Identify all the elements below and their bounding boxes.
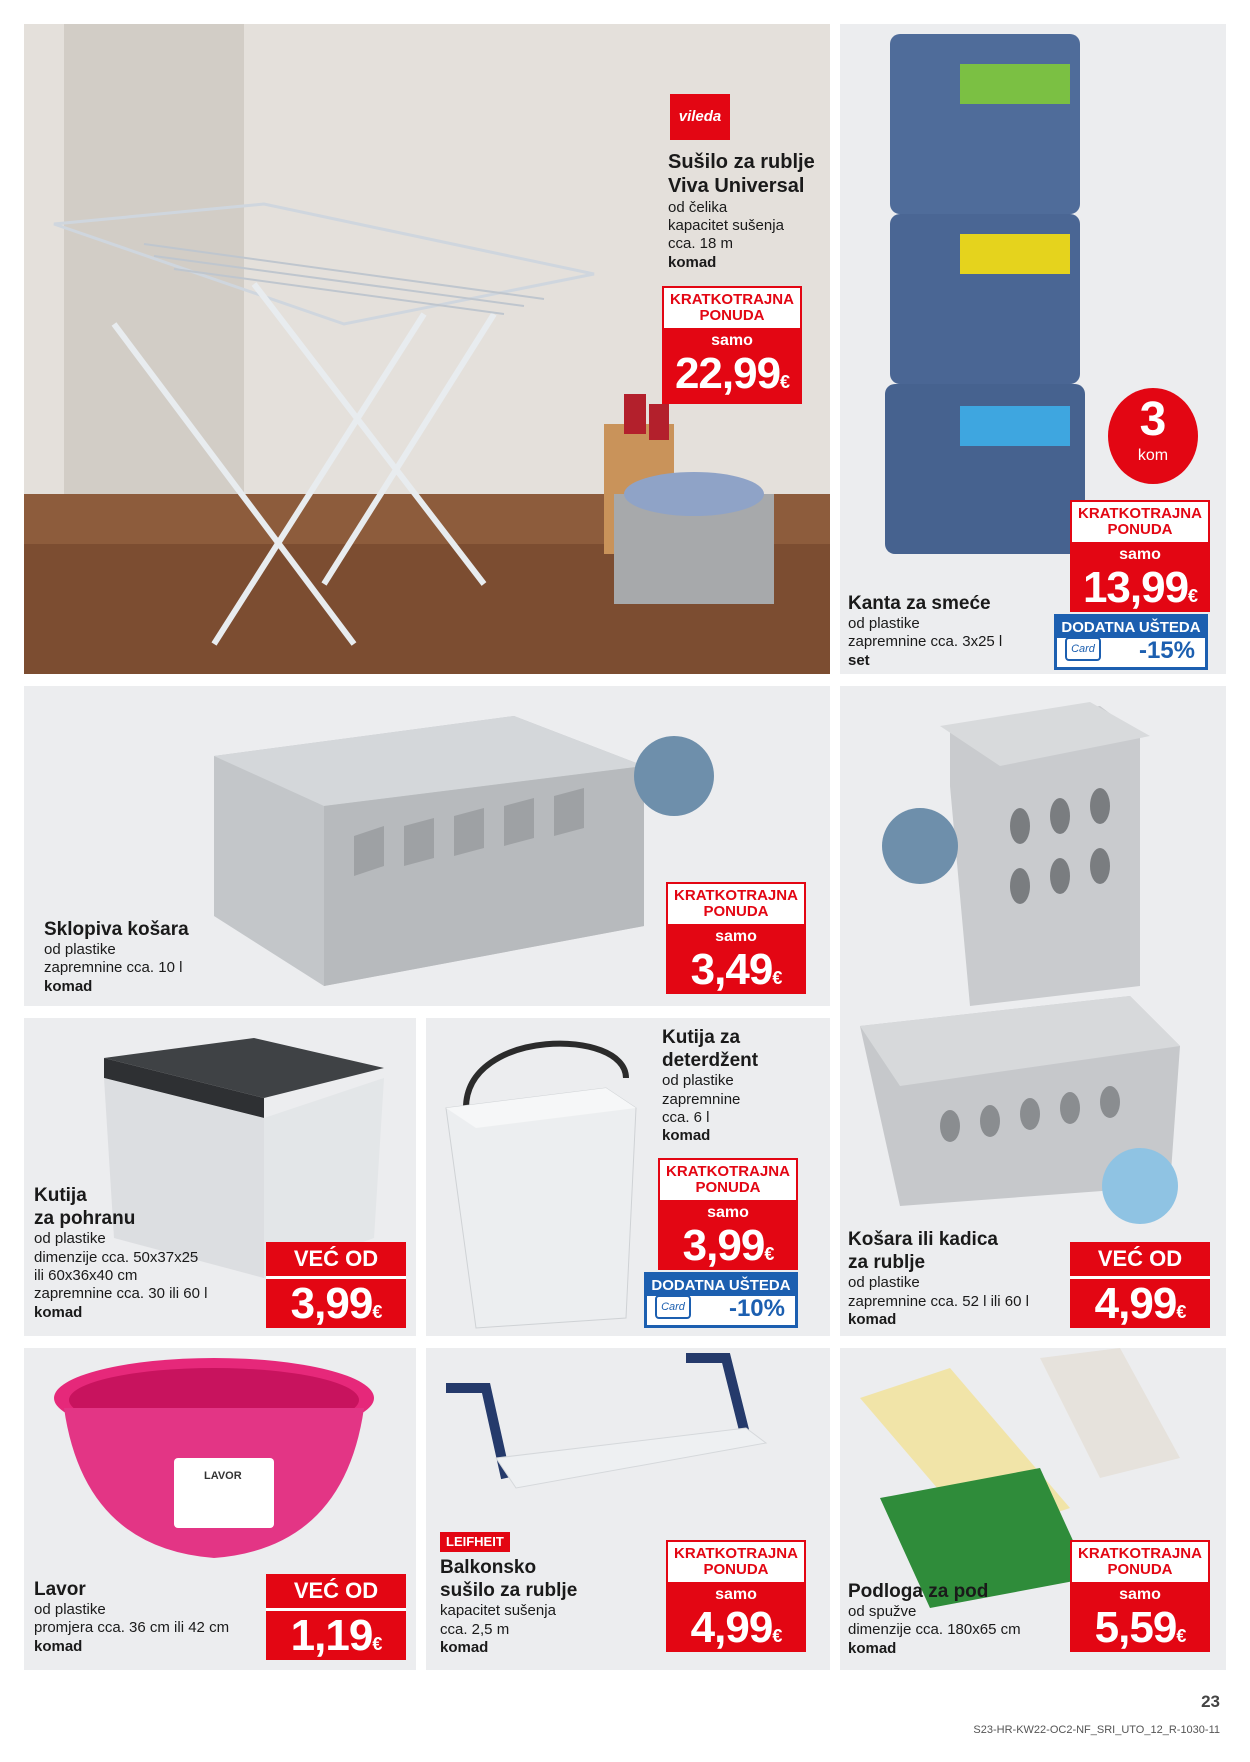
- short-offer-label: KRATKOTRAJNA PONUDA: [658, 1158, 798, 1200]
- bin-price-box: [1070, 500, 1210, 612]
- detergent-box-title-2: deterdžent: [662, 1050, 759, 1072]
- balcony-dryer-unit: komad: [440, 1638, 489, 1656]
- laundry-basket-text: [848, 1228, 1029, 1329]
- leifheit-logo-wrap: [440, 1532, 510, 1552]
- detergent-box-material: od plastike: [662, 1072, 734, 1090]
- laundry-basket-unit: komad: [848, 1310, 897, 1328]
- detergent-box-price-box: [658, 1158, 798, 1270]
- storage-box-unit: komad: [34, 1303, 83, 1321]
- detergent-box-discount: -10%: [728, 1295, 785, 1322]
- balcony-dryer-title-1: Balkonsko: [440, 1557, 537, 1578]
- laundry-basket-title-2: za rublje: [848, 1252, 926, 1274]
- basin-price-box: [266, 1574, 406, 1660]
- page-number: 23: [1201, 1692, 1220, 1711]
- basin-label-text: LAVOR: [204, 1470, 242, 1482]
- card-icon: Card: [655, 1295, 691, 1319]
- storage-box-title-2: za pohranu: [34, 1208, 136, 1230]
- drying-rack-text: [668, 150, 818, 272]
- drying-rack-price-box: [662, 286, 802, 404]
- detergent-box-volume: cca. 6 l: [662, 1108, 710, 1126]
- vec-od-label: VEĆ OD: [266, 1242, 406, 1279]
- floor-mat-price: 5,59: [1094, 1602, 1177, 1652]
- storage-box-price-box: [266, 1242, 406, 1328]
- floor-mat-title: Podloga za pod: [848, 1581, 989, 1602]
- currency-symbol: €: [772, 967, 782, 988]
- floor-mat-dimensions: dimenzije cca. 180x65 cm: [848, 1621, 1021, 1639]
- currency-symbol: €: [772, 1625, 782, 1646]
- vec-od-label: VEĆ OD: [1070, 1242, 1210, 1279]
- storage-box-dimensions-1: dimenzije cca. 50x37x25: [34, 1248, 199, 1266]
- currency-symbol: €: [1176, 1625, 1186, 1646]
- currency-symbol: €: [1188, 585, 1198, 606]
- folding-basket-text: [44, 918, 189, 996]
- floor-mat-material: od spužve: [848, 1603, 917, 1621]
- laundry-basket-material: od plastike: [848, 1274, 920, 1292]
- bin-price: 13,99: [1082, 562, 1189, 612]
- detergent-box-text: [662, 1026, 758, 1146]
- bin-badge-unit: kom: [1137, 446, 1169, 464]
- drying-rack-unit: komad: [668, 253, 717, 271]
- bin-card-discount: [1054, 614, 1208, 670]
- currency-symbol: €: [1176, 1302, 1186, 1322]
- samo-label: samo: [715, 1585, 757, 1603]
- balcony-dryer-text: [440, 1556, 577, 1657]
- storage-box-price: 3,99: [290, 1279, 373, 1328]
- samo-label: samo: [715, 927, 757, 945]
- folding-basket-title: Sklopiva košara: [44, 919, 189, 940]
- footer-code: S23-HR-KW22-OC2-NF_SRI_UTO_12_R-1030-11: [973, 1724, 1220, 1736]
- folding-basket-material: od plastike: [44, 941, 116, 959]
- laundry-basket-price: 4,99: [1094, 1279, 1177, 1328]
- short-offer-label: KRATKOTRAJNA PONUDA: [662, 286, 802, 328]
- folding-basket-price: 3,49: [690, 944, 773, 994]
- balcony-dryer-capacity-label: kapacitet sušenja: [440, 1602, 556, 1620]
- bin-title: Kanta za smeće: [848, 593, 991, 614]
- detergent-box-price: 3,99: [682, 1220, 765, 1270]
- bin-badge-number: 3: [1139, 393, 1167, 446]
- currency-symbol: €: [372, 1634, 382, 1654]
- floor-mat-unit: komad: [848, 1639, 897, 1657]
- balcony-dryer-title-2: sušilo za rublje: [440, 1580, 578, 1602]
- extra-savings-label: DODATNA UŠTEDA: [1057, 617, 1205, 638]
- folding-basket-volume: zapremnine cca. 10 l: [44, 959, 183, 977]
- detergent-box-volume-label: zapremnine: [662, 1090, 741, 1108]
- samo-label: samo: [707, 1203, 749, 1221]
- short-offer-label: KRATKOTRAJNA PONUDA: [666, 882, 806, 924]
- leifheit-logo: LEIFHEIT: [440, 1532, 510, 1552]
- card-icon: Card: [1065, 637, 1101, 661]
- balcony-dryer-price-box: [666, 1540, 806, 1652]
- basin-diameter: promjera cca. 36 cm ili 42 cm: [34, 1619, 230, 1637]
- basin-unit: komad: [34, 1637, 83, 1655]
- folding-basket-unit: komad: [44, 977, 93, 995]
- bin-material: od plastike: [848, 615, 920, 633]
- currency-symbol: €: [780, 371, 790, 392]
- laundry-basket-title-1: Košara ili kadica: [848, 1229, 998, 1250]
- storage-box-volume: zapremnine cca. 30 ili 60 l: [34, 1285, 208, 1303]
- storage-box-dimensions-2: ili 60x36x40 cm: [34, 1266, 138, 1284]
- vileda-logo: vileda: [670, 94, 730, 140]
- balcony-dryer-price: 4,99: [690, 1602, 773, 1652]
- basin-text: [34, 1578, 229, 1656]
- drying-rack-material: od čelika: [668, 198, 728, 216]
- bin-quantity-badge: [1108, 388, 1198, 484]
- laundry-basket-price-box: [1070, 1242, 1210, 1328]
- folding-basket-price-box: [666, 882, 806, 994]
- currency-symbol: €: [372, 1302, 382, 1322]
- detergent-box-unit: komad: [662, 1127, 711, 1145]
- drying-rack-price: 22,99: [674, 348, 781, 398]
- bin-unit: set: [848, 651, 870, 669]
- storage-box-text: [34, 1184, 207, 1322]
- samo-label: samo: [1119, 545, 1161, 563]
- bin-volume: zapremnine cca. 3x25 l: [848, 633, 1003, 651]
- vec-od-label: VEĆ OD: [266, 1574, 406, 1611]
- basin-price: 1,19: [290, 1611, 373, 1660]
- drying-rack-capacity: cca. 18 m: [668, 235, 734, 253]
- currency-symbol: €: [764, 1243, 774, 1264]
- balcony-dryer-capacity: cca. 2,5 m: [440, 1620, 510, 1638]
- samo-label: samo: [1119, 1585, 1161, 1603]
- basin-material: od plastike: [34, 1601, 106, 1619]
- laundry-basket-volume: zapremnine cca. 52 l ili 60 l: [848, 1292, 1029, 1310]
- drying-rack-capacity-label: kapacitet sušenja: [668, 217, 784, 235]
- basin-title: Lavor: [34, 1579, 86, 1600]
- short-offer-label: KRATKOTRAJNA PONUDA: [1070, 1540, 1210, 1582]
- drying-rack-title: Sušilo za rublje Viva Universal: [668, 151, 815, 198]
- detergent-box-title-1: Kutija za: [662, 1027, 741, 1048]
- extra-savings-label: DODATNA UŠTEDA: [647, 1275, 795, 1296]
- samo-label: samo: [711, 331, 753, 349]
- floor-mat-price-box: [1070, 1540, 1210, 1652]
- bin-text: [848, 592, 1002, 670]
- short-offer-label: KRATKOTRAJNA PONUDA: [666, 1540, 806, 1582]
- short-offer-label: KRATKOTRAJNA PONUDA: [1070, 500, 1210, 542]
- bin-discount: -15%: [1138, 637, 1195, 664]
- detergent-card-discount: [644, 1272, 798, 1328]
- floor-mat-text: [848, 1580, 1021, 1658]
- storage-box-title-1: Kutija: [34, 1185, 87, 1206]
- storage-box-material: od plastike: [34, 1230, 106, 1248]
